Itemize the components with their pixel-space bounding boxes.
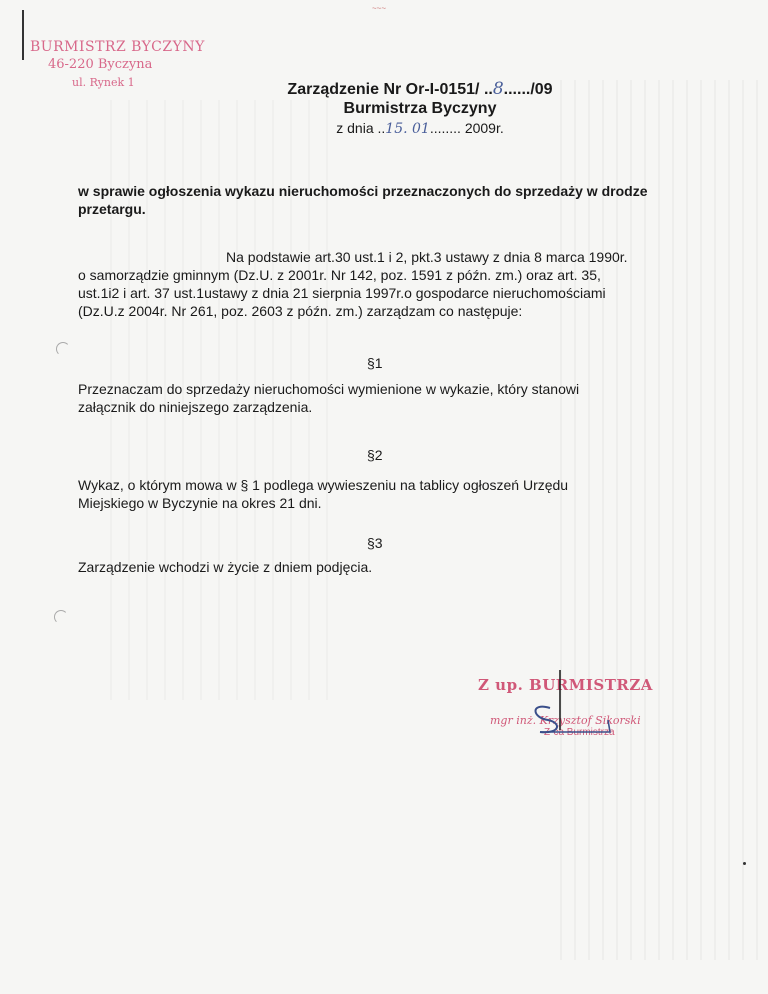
document-title [200,80,640,99]
signature-stamp [478,676,658,738]
section-3-text [78,558,678,576]
legal-basis-line: Na podstawie art.30 ust.1 i 2, pkt.3 ustawy z dnia 8 marca 1990r. [226,249,628,265]
signatory-name: mgr inż. Krzysztof Sikorski [490,714,641,727]
section-3-mark: §3 [367,535,383,551]
date-handwritten: 15. 01 [385,121,430,137]
punch-hole [54,610,68,624]
section-1-mark: §1 [367,355,383,371]
document-subtitle: Burmistrza Byczyny [343,100,497,117]
section-1-text [78,380,678,416]
stamp-line-office: BURMISTRZ BYCZYNY [30,39,205,55]
section-1-line: Przeznaczam do sprzedaży nieruchomości wymienione w wykazie, który stanowi [78,381,580,397]
signatory-role: Z-ca Burmistrza [544,727,615,738]
date-suffix: ........ 2009r. [429,120,504,136]
section-3-line: Zarządzenie wchodzi w życie z dniem podjęcia. [78,559,373,575]
legal-basis-line: (Dz.U.z 2004r. Nr 261, poz. 2603 z późn. zm.) zarządzam co następuje: [78,303,523,319]
title-suffix: ....../09 [503,81,553,98]
punch-hole [56,342,70,356]
handwritten-signature-icon [510,668,620,748]
title-number-handwritten: 8 [492,79,504,99]
page-edge-mark [22,10,24,60]
stamp-line-postcode: 46-220 Byczyna [48,57,153,72]
section-2-line: Wykaz, o którym mowa w § 1 podlega wywieszeniu na tablicy ogłoszeń Urzędu [78,477,569,493]
signature-authority: Z up. BURMISTRZA [478,676,653,694]
legal-basis-line: ust.1i2 i art. 37 ust.1ustawy z dnia 21 sierpnia 1997r.o gospodarce nieruchomościami [78,285,606,301]
title-prefix: Zarządzenie Nr Or-I-0151/ .. [287,81,493,98]
section-2-mark: §2 [367,447,383,463]
speck [743,862,746,865]
document-date [200,118,640,139]
section-1-line: załącznik do niniejszego zarządzenia. [78,399,313,415]
section-2-text [78,476,678,512]
legal-basis-line: o samorządzie gminnym (Dz.U. z 2001r. Nr 142, poz. 1591 z późn. zm.) oraz art. 35, [78,267,601,283]
office-stamp [30,38,205,92]
document-header [200,80,640,139]
legal-basis-paragraph [78,248,688,320]
section-2-line: Miejskiego w Byczynie na okres 21 dni. [78,495,322,511]
document-subject: w sprawie ogłoszenia wykazu nieruchomości przeznaczonych do sprzedaży w drodze przetargu. [78,183,648,217]
date-prefix: z dnia .. [336,120,386,136]
stamp-line-street: ul. Rynek 1 [72,76,135,89]
top-mark: ~~~ [372,4,387,13]
